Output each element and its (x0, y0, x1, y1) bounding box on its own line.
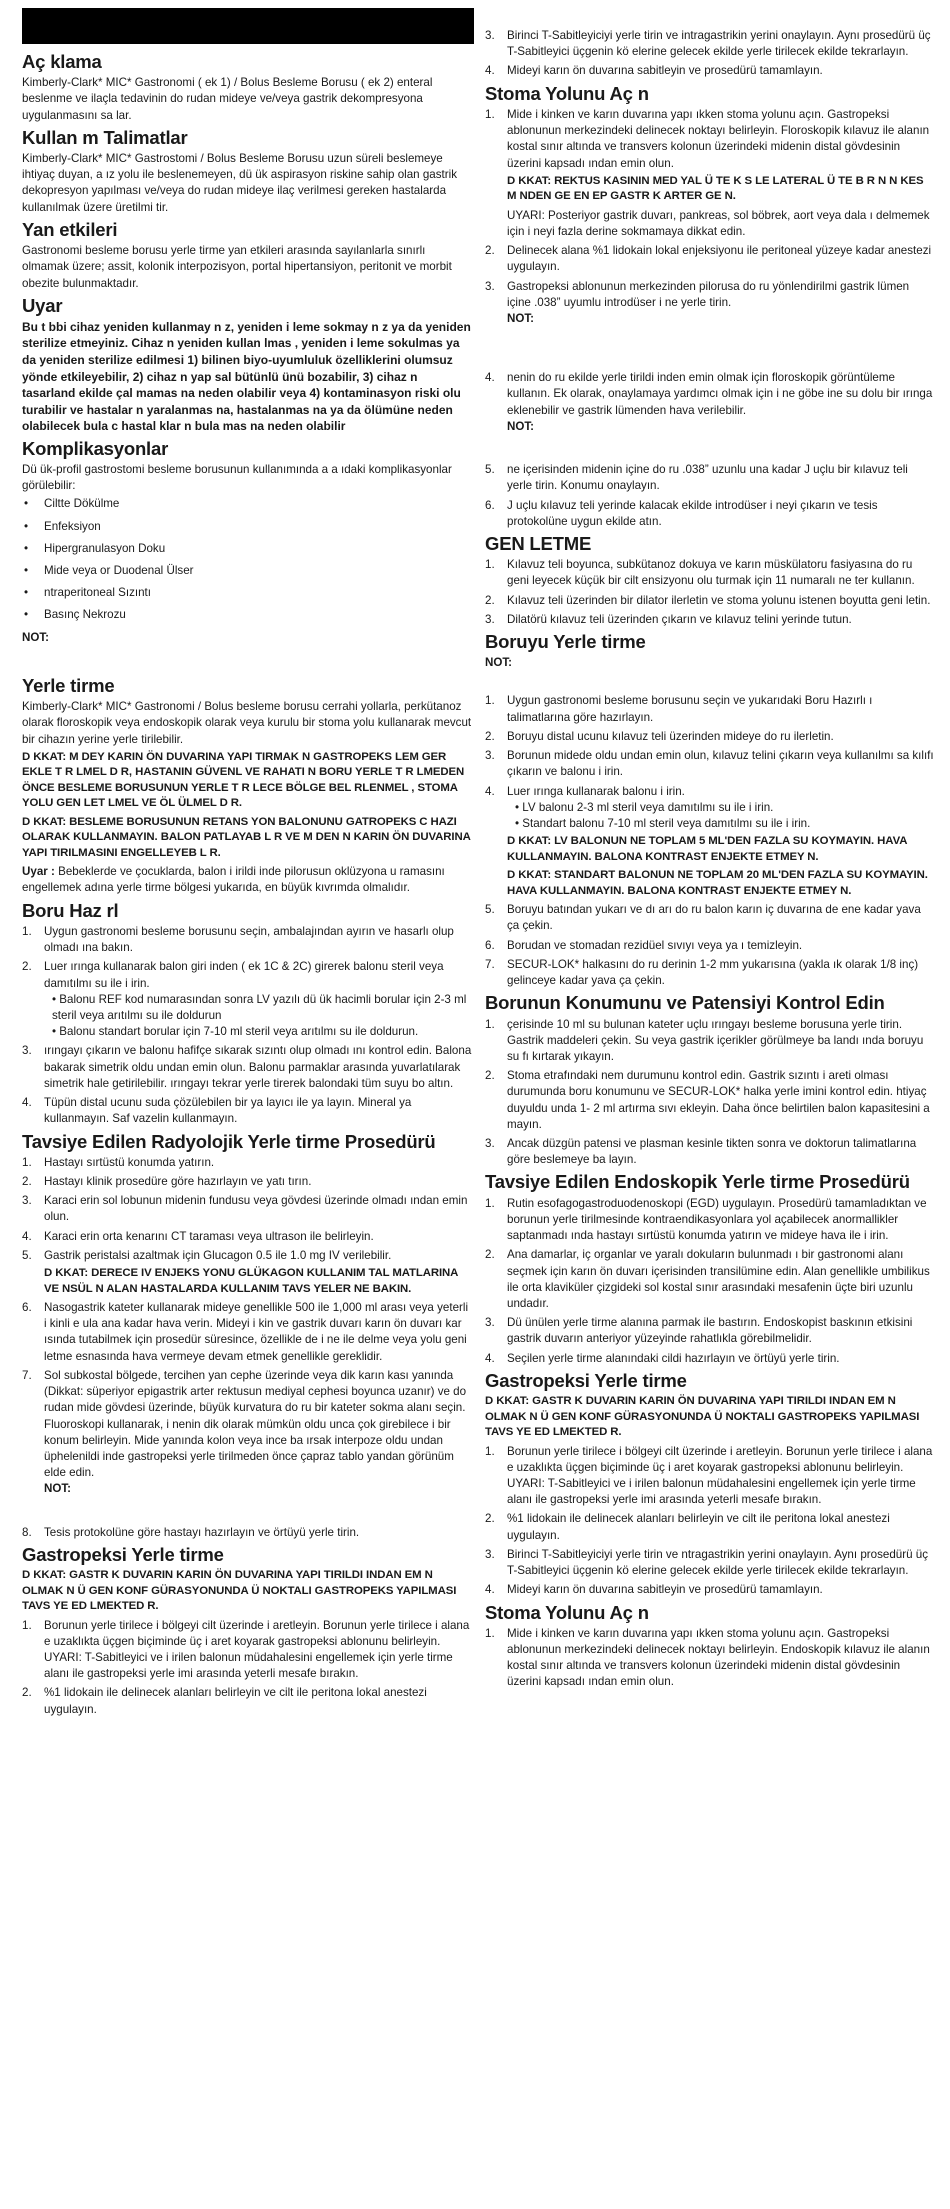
list-item: 6. Nasogastrik kateter kullanarak mideye genellikle 500 ile 1,000 ml arası veya yeterli i kinli e ula ana kadar hava verin. Mideyi i kin ve gastrik duvarı karın ön duvarı kar ısında tutabilmek için prosedür süresince, özellikle de i ne ile delme veya yolu geni letme esnasında hava vermeye devam etmek genellikle gereklidir. (22, 1301, 469, 1363)
sub-item: • Standart balonu 7-10 ml steril veya damıtılmı su ile i irin. (515, 816, 935, 832)
caution-triangle: D KKAT: GASTR K DUVARIN KARIN ÖN DUVARINA YAPI TIRILDI INDAN EM N OLMAK N Ü GEN KONF GÜRASYONUNDA Ü NOKTALI GASTROPEKS YAPILMASI TAVS YE ED LMEKTED R. (22, 1569, 457, 1613)
heading-genisletme: GEN LETME (485, 533, 592, 554)
redacted-header-bar (22, 8, 474, 44)
heading-stoma-yolu-2: Stoma Yolunu Aç n (485, 1601, 649, 1623)
list-item: 2. Boruyu distal ucunu kılavuz teli üzerinden mideye do ru ilerletin. (485, 729, 834, 743)
list-item: 4. Luer ırınga kullanarak balonu i irin. • LV balonu 2-3 ml steril veya damıtılmı su ile i irin. • Standart balonu 7-10 ml steril veya damıtılmı su ile i irin. D KKAT: LV BALONUN NE TOPLAM 5 ML'DEN FAZLA SU KOYMAYIN. HAVA KULLANMAYIN. BALONA KONTRAST ENJEKTE ETMEY N. D KKAT: STANDART BALONUN NE TOPLAM 20 ML'DEN FAZLA SU KOYMAYIN. HAVA KULLANMAYIN. BALONA KONTRAST ENJEKTE ETMEY N. (485, 784, 935, 900)
tube-placement-list (485, 693, 935, 989)
heading-gastropeksi: Gastropeksi Yerle tirme (22, 1543, 224, 1565)
heading-radyolojik: Tavsiye Edilen Radyolojik Yerle tirme Prosedürü (22, 1130, 436, 1152)
list-item: 2. Kılavuz teli üzerinden bir dilator ilerletin ve stoma yolunu istenen boyutta geni letin. (485, 593, 931, 607)
list-item: 4. Seçilen yerle tirme alanındaki cildi hazırlayın ve örtüyü yerle tirin. (485, 1351, 840, 1365)
caution-lv-balloon: D KKAT: LV BALONUN NE TOPLAM 5 ML'DEN FAZLA SU KOYMAYIN. HAVA KULLANMAYIN. BALONA KONTRAST ENJEKTE ETMEY N. (507, 835, 907, 863)
list-item: 1. Uygun gastronomi besleme borusunu seçin ve yukarıdaki Boru Hazırlı ı talimatlarına göre hazırlayın. (485, 694, 873, 724)
list-item: 1. Borunun yerle tirilece i bölgeyi cilt üzerinde i aretleyin. Borunun yerle tirilece i alana e uzaklıkta üçgen biçiminde üç i aret koyarak gastropeksi ablonunu belirleyin. UYARI: T-Sabitleyici ve i irilen balonun müdahalesini engellemek için yerle tirme alanı ile gastropeksi yerle imi arasında yeterli mesafe bırakın. (485, 1444, 935, 1509)
uyari-text: Bu t bbi cihaz yeniden kullanmay n z, yeniden i leme sokmay n z ya da yeniden sterilize etmeyiniz. Cihaz n yeniden kullan lmas , yeniden i leme sokulmas ya da yeniden sterilize edilmesi 1) bilinen biyo-uyumluluk özelliklerini olumsuz yönde etkileyebilir, 2) cihaz n yap sal bütünlü ünü bozabilir, 3) cihaz n tasarland ekilde çal mamas na neden olabilir veya 4) kontaminasyon riski olu turabilir ve hastalar n yaralanmas na, hastalanmas na ya da ölümüne neden olabilecek bula c hastal klar n bula mas na neden olabilir (22, 319, 471, 434)
heading-uyari: Uyar (22, 294, 63, 316)
list-item: 5. Gastrik peristalsi azaltmak için Glucagon 0.5 ile 1.0 mg IV verilebilir. D KKAT: DERECE IV ENJEKS YONU GLÜKAGON KULLANIM TAL MATLARINA VE NSÜL N ALAN HASTALARDA KULLANIM TAVS YELER NE BAKIN. (22, 1248, 472, 1297)
yerlestirme-text: Kimberly-Clark* MIC* Gastronomi / Bolus besleme borusu cerrahi yollarla, perkütanoz olarak floroskopik veya endoskopik olarak veya kurulu bir stoma yolu kullanarak mevcut bir cihazın yerine yerle tirilebilir. (22, 700, 472, 746)
heading-komplikasyonlar: Komplikasyonlar (22, 437, 169, 459)
aciklama-text: Kimberly-Clark* MIC* Gastronomi ( ek 1) / Bolus Besleme Borusu ( ek 2) enteral beslenme ve ilaçla tedavinin do rudan mideye ve/veya gastrik dekompresyona uygulanmasını sa lar. (22, 76, 433, 122)
list-item: 2. Ana damarlar, iç organlar ve yaralı dokuların bulunmadı ı bir gastronomi alanı seçmek için karın ön duvarı içerisinden transilümine edin. Alan genellikle umbilikus ile orta klaviküler çizgideki sol kostal sınır arasındaki mesafenin üçte biri uzunlu undadır. (485, 1248, 930, 1310)
list-item: 7. Sol subkostal bölgede, tercihen yan cephe üzerinde veya dik karın kası yanında (Dikkat: süperiyor epigastrik arter rektusun mediyal cephesi boyunca uzanır) ve do rudan mide gövdesi üzerinde, büyük kurvatura do ru bir kateter sokma alanı seçin. Fluoroskopi kullanarak, i nenin dik olarak mümkün oldu unca çok girebilece i bir konum belirleyin. Mide yanında kolon veya ince ba ırsak interpoze oldu undan üphelenildi inde gastropeksi yerle tirilmeden önce çapraz tablo yandan görünüm elde edin. NOT: (22, 1368, 472, 1522)
list-item: 1. çerisinde 10 ml su bulunan kateter uçlu ırıngayı besleme borusuna yerle tirin. Gastrik maddeleri çekin. Su veya gastrik içerikler görülmeye ba landı ında boruyu su fı kırtarak yıkayın. (485, 1017, 924, 1063)
list-item: 2. %1 lidokain ile delinecek alanları belirleyin ve cilt ile peritona lokal anestezi uygulayın. (22, 1686, 427, 1716)
caution-glucagon: D KKAT: DERECE IV ENJEKS YONU GLÜKAGON KULLANIM TAL MATLARINA VE NSÜL N ALAN HASTALARDA KULLANIM TAVS YELER NE BAKIN. (44, 1267, 458, 1295)
list-item: 1. Uygun gastronomi besleme borusunu seçin, ambalajından ayırın ve hasarlı olup olmadı ına bakın. (22, 924, 454, 955)
radiology-list (22, 1155, 472, 1541)
list-item: 4. Karaci erin orta kenarını CT taraması veya ultrason ile belirleyin. (22, 1229, 374, 1243)
list-item: 1. Mide i kinken ve karın duvarına yapı ıkken stoma yolunu açın. Gastropeksi ablonunun merkezindeki delinecek noktayı belirleyin. Endoskopik kılavuz ile alanın kostal sınır altında ve transvers kolonun üzerindeki midenin distal gövdesinin üzerini kapsadı ından emin olun. (485, 1626, 930, 1689)
list-item: 4. Mideyi karın ön duvarına sabitleyin ve prosedürü tamamlayın. (485, 1583, 823, 1597)
right-column (485, 28, 935, 1694)
yan-etkileri-text: Gastronomi besleme borusu yerle tirme yan etkileri arasında sayılanlarla sınırlı olmamak üzere; assit, kolonik interpozisyon, portal hipertansiyon, peritonit ve morbit obezite bulunmaktadır. (22, 244, 452, 290)
stoma-list (485, 107, 935, 530)
heading-boruyu-yerlestirme: Boruyu Yerle tirme (485, 631, 646, 653)
caution-standard-balloon: D KKAT: STANDART BALONUN NE TOPLAM 20 ML'DEN FAZLA SU KOYMAYIN. HAVA KULLANMAYIN. BALONA KONTRAST ENJEKTE ETMEY N. (507, 869, 928, 897)
heading-aciklama: Aç klama (22, 51, 102, 72)
list-item: 1. Kılavuz teli boyunca, subkütanoz dokuya ve karın müskülatoru fasiyasına do ru geni leyecek küçük bir cilt ensizyonu olu turmak için 11 numaralı ne ter kullanın. (485, 558, 915, 588)
sub-item: • Balonu standart borular için 7-10 ml steril veya arıtılmı su ile doldurun. (52, 1024, 472, 1040)
list-item: 3. Dü ünülen yerle tirme alanına parmak ile bastırın. Endoskopist baskının etkisini gastrik duvarın anteriyor yüzeyinde rahatlıkla görebilmelidir. (485, 1316, 913, 1346)
gastropexy-continued-list (485, 28, 935, 80)
complications-list (22, 496, 472, 623)
komplikasyonlar-text: Dü ük-profil gastrostomi besleme borusunun kullanımında a a ıdaki komplikasyonlar görülebilir: (22, 462, 452, 493)
endoscopic-list (485, 1196, 935, 1367)
heading-yan-etkileri: Yan etkileri (22, 218, 118, 240)
list-item: 5. ne içerisinden midenin içine do ru .038” uzunlu una kadar J uçlu bir kılavuz teli yerle tirin. Konumu onaylayın. (485, 463, 908, 493)
sub-item: • LV balonu 2-3 ml steril veya damıtılmı su ile i irin. (515, 800, 935, 816)
caution-triangle: D KKAT: GASTR K DUVARIN KARIN ÖN DUVARINA YAPI TIRILDI INDAN EM N OLMAK N Ü GEN KONF GÜRASYONUNDA Ü NOKTALI GASTROPEKS YAPILMASI TAVS YE ED LMEKTED R. (485, 1395, 920, 1439)
list-item: 3. Gastropeksi ablonunun merkezinden pilorusa do ru yönlendirilmi gastrik lümen içine .038” uyumlu introdüser i ne yerle tirin. NOT: (485, 279, 935, 368)
list-item: 3. Ancak düzgün patensi ve plasman kesinle tikten sonra ve doktorun talimatlarına göre beslemeye ba layın. (485, 1137, 917, 1167)
caution-balloon: D KKAT: BESLEME BORUSUNUN RETANS YON BALONUNU GATROPEKS C HAZI OLARAK KULLANMAYIN. BALON PATLAYAB L R VE M DEN N KARIN ÖN DUVARINA YAPI TIRILMASINI ENGELLEYEB L R. (22, 815, 471, 859)
dilation-list (485, 557, 935, 628)
list-item: 6. Borudan ve stomadan rezidüel sıvıyı veya ya ı temizleyin. (485, 938, 803, 952)
uyari-note: UYARI: T-Sabitleyici ve i irilen balonun müdahalesini engellemek için yerle tirme alanı ile gastropeksi yerle imi arasında yeterli mesafe bırakın. (44, 1650, 453, 1681)
list-item: 3. Borunun midede oldu undan emin olun, kılavuz telini çıkarın veya kullanılmı sa kılıfı çıkarın ve balonu i irin. (485, 749, 934, 779)
list-item: • Basınç Nekrozu (22, 607, 472, 623)
list-item: • Enfeksiyon (22, 519, 472, 535)
list-item: 1. Borunun yerle tirilece i bölgeyi cilt üzerinde i aretleyin. Borunun yerle tirilece i alana e uzaklıkta üçgen biçiminde üç i aret koyarak gastropeksi ablonunu belirleyin. UYARI: T-Sabitleyici ve i irilen balonun müdahalesini engellemek için yerle tirme alanı ile gastropeksi yerle imi arasında yeterli mesafe bırakın. (22, 1618, 472, 1683)
prep-list (22, 924, 472, 1128)
heading-gastropeksi-2: Gastropeksi Yerle tirme (485, 1369, 687, 1391)
position-check-list (485, 1017, 935, 1169)
left-column (22, 48, 472, 1721)
heading-yerlestirme: Yerle tirme (22, 674, 115, 696)
gastropexy-list-2 (485, 1444, 935, 1599)
list-item: 1. Rutin esofagogastroduodenoskopi (EGD) uygulayın. Prosedürü tamamladıktan ve borunun yerle tirilmesinde kontraendikasyonlara yol açabilecek anormallikler saptanmadı ında hastayı sırtüstü konumda yatırın ve mideye hava ile i irin. (485, 1196, 927, 1243)
list-item: 3. Dilatörü kılavuz teli üzerinden çıkarın ve kılavuz telini yerinde tutun. (485, 612, 852, 626)
list-item: 4. nenin do ru ekilde yerle tirildi inden emin olmak için floroskopik görüntüleme kullanın. Ek olarak, onaylamaya yardımcı olmak için i ne göbe ine su dolu bir ırınga eklenebilir ve gastrik lümenden hava verilebilir. NOT: (485, 370, 935, 459)
heading-boru-hazirligi: Boru Haz rl (22, 899, 119, 921)
note-label: NOT: (22, 630, 50, 644)
sub-item: • Balonu REF kod numarasından sonra LV yazılı dü ük hacimli borular için 2-3 ml steril veya arıtılmı su ile doldurun (52, 992, 472, 1024)
list-item: 7. SECUR-LOK* halkasını do ru derinin 1-2 mm yukarısına (yakla ık olarak 1/8 inç) gelinceye kadar yava ça çekin. (485, 957, 919, 988)
note-label: NOT: (44, 1482, 72, 1496)
list-item: 4. Mideyi karın ön duvarına sabitleyin ve prosedürü tamamlayın. (485, 64, 823, 78)
list-item: 1. Hastayı sırtüstü konumda yatırın. (22, 1155, 215, 1169)
caution-artery: D KKAT: REKTUS KASININ MED YAL Ü TE K S LE LATERAL Ü TE B R N N KES M NDEN GE EN EP GASTR K ARTER GE N. (507, 174, 924, 203)
note-label: NOT: (507, 312, 535, 326)
list-item: 6. J uçlu kılavuz teli yerinde kalacak ekilde introdüser i neyi çıkarın ve tesis protokolüne uygun ekilde atın. (485, 498, 878, 528)
caution-gastropexy: D KKAT: M DEY KARIN ÖN DUVARINA YAPI TIRMAK N GASTROPEKS LEM GER EKLE T R LMEL D R, HASTANIN GÜVENL VE RAHATI N BORU YERLE T R LMEDEN ÖNCE BESLEME BORUSUNUN YERLE T R LECE BÖLGE BEL RLENMEL , STOMA YOLU GEN LET LMEL VE ÖL ÜLMEL D R. (22, 750, 465, 810)
heading-endoskopik: Tavsiye Edilen Endoskopik Yerle tirme Prosedürü (485, 1171, 910, 1193)
uyari-label: Uyar : (22, 865, 55, 879)
heading-stoma-yolu: Stoma Yolunu Aç n (485, 82, 649, 104)
list-item: 1. Mide i kinken ve karın duvarına yapı ıkken stoma yolunu açın. Gastropeksi ablonunun merkezindeki delinecek noktayı belirleyin. Floroskopik kılavuz ile alanın kostal sınır altında ve transvers kolonun üzerindeki midenin distal gövdesinin üzerini kapsadı ından emin olun. D KKAT: REKTUS KASININ MED YAL Ü TE K S LE LATERAL Ü TE B R N N KES M NDEN GE EN EP GASTR K ARTER GE N. UYARI: Posteriyor gastrik duvarı, pankreas, sol böbrek, aort veya dala ı delmemek için i neyi fazla derine sokmamaya dikkat edin. (485, 107, 935, 240)
kullanim-text: Kimberly-Clark* MIC* Gastrostomi / Bolus Besleme Borusu uzun süreli beslemeye ihtiyaç duyan, a ız yolu ile beslenemeyen, dü ük aspirasyon riskine sahip olan gastrik dekopresyon yapılması ve/veya do rudan mideye ilaç verilmesi gereken hastalarda kullanılmak üzere üretilmi tir. (22, 152, 458, 214)
list-item: • ntraperitoneal Sızıntı (22, 585, 472, 601)
note-label: NOT: (507, 419, 535, 433)
list-item: 8. Tesis protokolüne göre hastayı hazırlayın ve örtüyü yerle tirin. (22, 1525, 360, 1539)
stoma-list-2 (485, 1626, 935, 1691)
list-item: 2. Luer ırınga kullanarak balon giri inden ( ek 1C & 2C) girerek balonu steril veya damıtılmı su ile i irin. • Balonu REF kod numarasından sonra LV yazılı dü ük hacimli borular için 2-3 ml steril veya arıtılmı su ile doldurun • Balonu standart borular için 7-10 ml steril veya arıtılmı su ile doldurun. (22, 959, 472, 1040)
list-item: 3. Birinci T-Sabitleyiciyi yerle tirin ve intragastrikin yerini onaylayın. Aynı prosedürü üç T-Sabitleyici üçgenin kö elerine gelecek ekilde yerle tirilecek ekilde tekrarlayın. (485, 29, 931, 59)
list-item: 3. ırıngayı çıkarın ve balonu hafifçe sıkarak sızıntı olup olmadı ını kontrol edin. Balona bakarak simetrik oldu undan emin olun. Balonu parmaklar arasında yuvarlatılarak simetrik hale getirilebilir. ırıngayı tekrar yerle tirerek balondaki tüm suyu bo altın. (22, 1044, 472, 1090)
uyari-note: UYARI: Posteriyor gastrik duvarı, pankreas, sol böbrek, aort veya dala ı delmemek için i neyi fazla derine sokmamaya dikkat edin. (507, 208, 930, 238)
list-item: • Hipergranulasyon Doku (22, 541, 472, 557)
list-item: 4. Tüpün distal ucunu suda çözülebilen bir ya layıcı ile ya layın. Mineral ya kullanmayın. Saf vazelin kullanmayın. (22, 1096, 412, 1126)
list-item: 2. Hastayı klinik prosedüre göre hazırlayın ve yatı tırın. (22, 1174, 312, 1188)
gastropexy-list (22, 1618, 472, 1718)
uyari-pediatric-text: Bebeklerde ve çocuklarda, balon i irildi inde pilorusun oklüzyona u ramasını engellemek adına yerle tirme bölgesi yukarıda, en büyük kıvrımda olmalıdır. (22, 865, 445, 895)
heading-konum-kontrol: Borunun Konumunu ve Patensiyi Kontrol Edin (485, 992, 885, 1014)
list-item: • Mide veya or Duodenal Ülser (22, 563, 472, 579)
list-item: 3. Birinci T-Sabitleyiciyi yerle tirin ve ntragastrikin yerini onaylayın. Aynı prosedürü üç T-Sabitleyici üçgenin kö elerine gelecek ekilde yerle tirilecek ekilde tekrarlayın. (485, 1547, 928, 1578)
list-item: 2. Delinecek alana %1 lidokain lokal enjeksiyonu ile peritoneal yüzeye kadar anestezi uygulayın. (485, 244, 932, 274)
list-item: 2. Stoma etrafındaki nem durumunu kontrol edin. Gastrik sızıntı i areti olması durumunda boru konumunu ve SECUR-LOK* halka yerle imini kontrol edin. htiyaç duyuldu unda 1- 2 ml artırma sıvı ekleyin. Daha önce belirtilen balon kapasitesini a mayın. (485, 1069, 930, 1131)
uyari-note: UYARI: T-Sabitleyici ve i irilen balonun müdahalesini engellemek için yerle tirme alanı ile gastropeksi yerle imi arasında yeterli mesafe bırakın. (507, 1476, 916, 1507)
note-label: NOT: (485, 656, 513, 670)
list-item: 5. Boruyu batından yukarı ve dı arı do ru balon karın iç duvarına de ene kadar yava ça çekin. (485, 903, 921, 933)
uyari-pediatric (22, 864, 472, 896)
heading-kullanim: Kullan m Talimatlar (22, 126, 188, 148)
list-item: 2. %1 lidokain ile delinecek alanları belirleyin ve cilt ile peritona lokal anestezi uygulayın. (485, 1512, 890, 1542)
list-item: • Ciltte Dökülme (22, 496, 472, 512)
list-item: 3. Karaci erin sol lobunun midenin fundusu veya gövdesi üzerinde olmadı ından emin olun. (22, 1194, 468, 1224)
